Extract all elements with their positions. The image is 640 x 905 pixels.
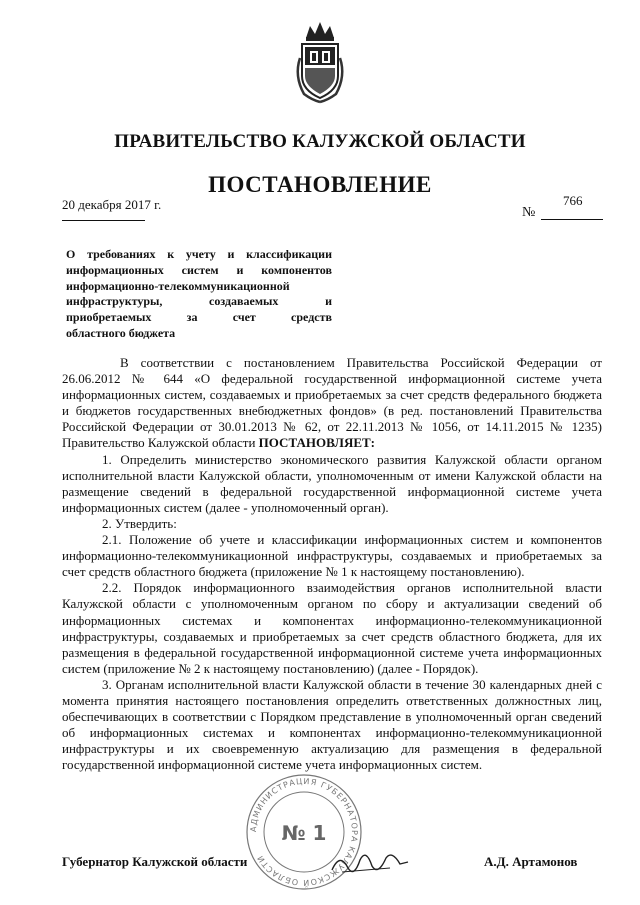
signatory-name: А.Д. Артамонов: [484, 854, 578, 869]
document-subject: [66, 247, 332, 342]
government-title: ПРАВИТЕЛЬСТВО КАЛУЖСКОЙ ОБЛАСТИ: [114, 131, 526, 152]
seal-ring-text: АДМИНИСТРАЦИЯ ГУБЕРНАТОРА КАЛУЖСКОЙ ОБЛАСТИ: [248, 776, 360, 888]
paragraph-preamble: [62, 355, 602, 452]
subject-line: информационных систем и компонентов: [66, 262, 332, 277]
coat-of-arms-icon: [292, 18, 348, 104]
number-underline: [541, 219, 603, 220]
subject-line: О требованиях к учету и классификации: [66, 247, 332, 261]
preamble-text: В соответствии с постановлением Правительства Российской Федерации от 26.06.2012 № 644 «О федеральной государственной информационной системе учета информационных систем, создаваемых и приобретаемых за счет средств федерального бюджета и бюджетов государственных внебюджетных фондов» (в ред. постановлений Правительства Российской Федерации от 30.01.2013 № 62, от 22.11.2013 № 1056, от 14.11.2015 № 1235) Правительство Калужской области: [62, 355, 602, 451]
paragraph-item-1: 1. Определить министерство экономического развития Калужской области органом исполнительной власти Калужской области, уполномоченным от имени Калужской области на размещение сведений в федеральной государственной информационной системе учета информационных систем (далее - уполномоченный орган).: [62, 451, 602, 515]
resolves-keyword: ПОСТАНОВЛЯЕТ:: [258, 435, 375, 451]
paragraph-item-3: 3. Органам исполнительной власти Калужской области в течение 30 календарных дней с момента принятия настоящего постановления определить ответственных должностных лиц, обеспечивающих в соответствии с Порядком представление в уполномоченный орган сведений об информационных системах и компонентах информационно-телекоммуникационной инфраструктуры и их своевременную актуализацию для размещения в федеральной государственной информационной системе учета информационных систем.: [62, 676, 602, 773]
date-underline: [62, 220, 145, 221]
seal-number: № 1: [281, 821, 327, 845]
document-type-title: ПОСТАНОВЛЕНИЕ: [208, 172, 432, 197]
paragraph-item-2-1: 2.1. Положение об учете и классификации информационных систем и компонентов информационно-телекоммуникационной инфраструктуры, создаваемых и приобретаемых за счет средств областного бюджета (приложение № 1 к настоящему постановлению).: [62, 532, 602, 580]
signatory-position: Губернатор Калужской области: [62, 854, 248, 869]
subject-line: информационно-телекоммуникационной: [66, 278, 290, 293]
document-number: 766: [563, 193, 583, 208]
document-body: [62, 355, 602, 773]
paragraph-item-2-2: 2.2. Порядок информационного взаимодействия органов исполнительной власти Калужской области с уполномоченным органом по сбору и актуализации сведений об информационных системах и компонентах информационно-телекоммуникационной инфраструктуры, создаваемых и приобретаемых за счет средств областного бюджета, для их размещения в федеральной государственной информационной системе учета информационных систем (приложение № 2 к настоящему постановлению) (далее - Порядок).: [62, 580, 602, 676]
paragraph-item-2: 2. Утвердить:: [102, 515, 177, 531]
document-number-label: №: [522, 205, 536, 220]
subject-line: областного бюджета: [66, 325, 176, 340]
subject-line: инфраструктуры, создаваемых и: [66, 294, 332, 309]
document-date: 20 декабря 2017 г.: [62, 197, 162, 212]
handwritten-signature: [330, 842, 410, 882]
subject-line: приобретаемых за счет средств: [66, 310, 332, 325]
